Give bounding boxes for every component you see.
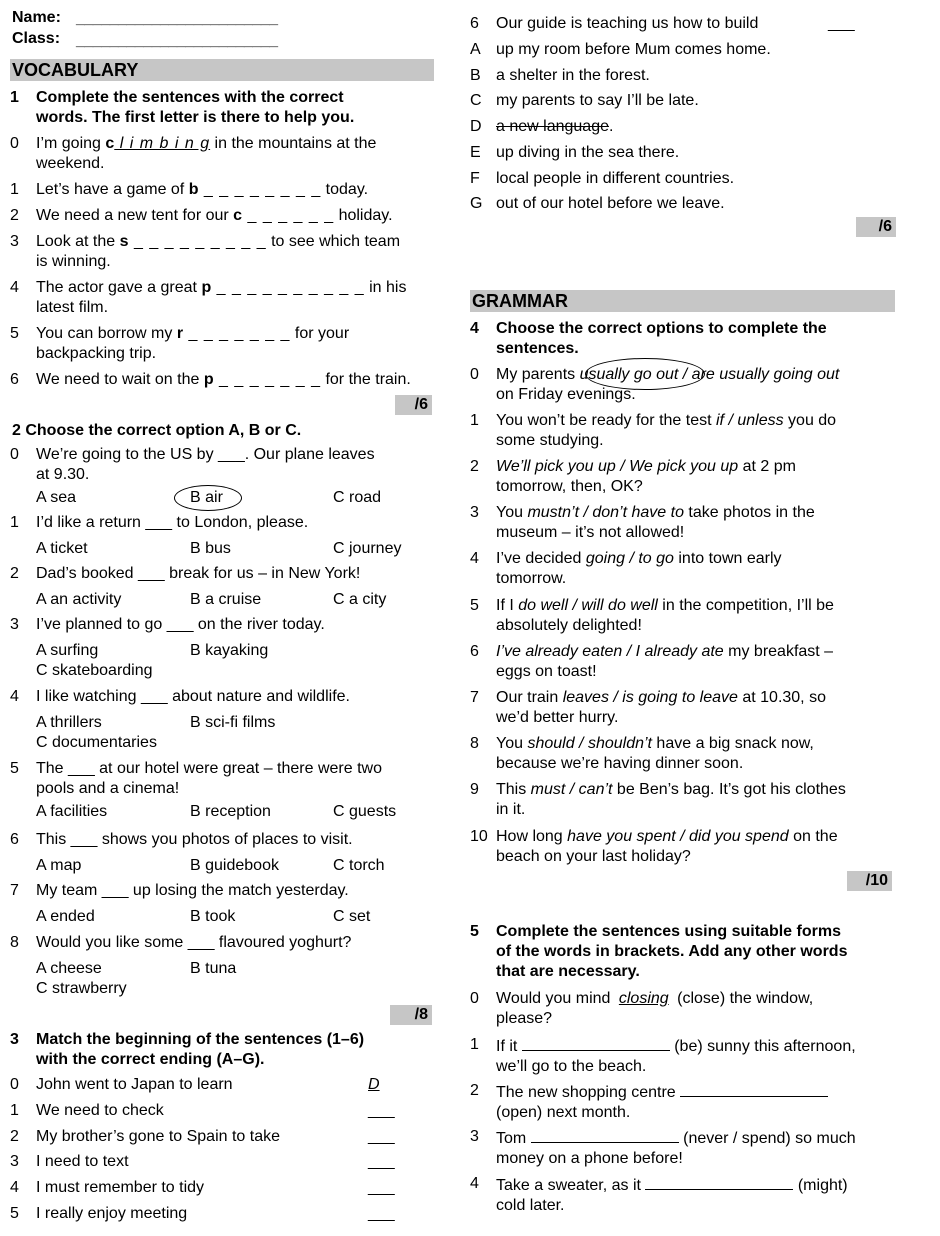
choice-options[interactable]: should / shouldn’t (527, 735, 652, 752)
answer-text: closing (618, 990, 669, 1007)
item-number: 9 (470, 781, 479, 798)
exercise-3-ending (470, 40, 896, 60)
option-c[interactable]: C road (333, 489, 382, 506)
item-number: 5 (10, 325, 19, 342)
ending-text: a new language. (496, 118, 614, 135)
ending-text: my parents to say I’ll be late. (496, 92, 699, 109)
exercise-1-score: /6 (395, 395, 432, 415)
item-text: I’ve decided going / to go into town early tomorrow. (496, 550, 782, 587)
exercise-4-item (470, 411, 896, 451)
exercise-3-item (10, 1204, 435, 1224)
option-a[interactable]: A ticket (36, 540, 88, 557)
answer-blank[interactable]: l i m b i n g (114, 135, 211, 152)
exercise-2-score: /8 (390, 1005, 432, 1025)
exercise-1-instructions: 1 Complete the sentences with the correct words. The first letter is there to help you. (10, 89, 355, 126)
first-letter: p (201, 279, 212, 296)
item-number: 3 (10, 616, 19, 633)
answer-slot[interactable]: ___ (368, 1153, 395, 1170)
item-number: 5 (470, 597, 479, 614)
choice-options[interactable]: do well / will do well (518, 597, 658, 614)
option-b[interactable]: B bus (190, 540, 231, 557)
exercise-3-ending (470, 117, 896, 137)
item-text: I need to text (36, 1153, 129, 1170)
option-a[interactable]: A cheese (36, 960, 102, 977)
option-b[interactable]: B reception (190, 803, 271, 820)
first-letter: p (203, 371, 214, 388)
ending-letter: F (470, 170, 480, 187)
item-text: Let’s have a game of b _ _ _ _ _ _ _ _ today. (36, 181, 369, 198)
option-b[interactable]: B air (190, 489, 223, 506)
exercise-4-instructions: 4 Choose the correct options to complete the sentences. (470, 320, 827, 357)
exercise-4-item (470, 780, 896, 820)
option-a[interactable]: A ended (36, 908, 95, 925)
option-c[interactable]: C strawberry (36, 980, 127, 997)
answer-blank[interactable]: _ _ _ _ _ _ _ _ _ _ (211, 279, 365, 296)
answer-blank[interactable]: _ _ _ _ _ _ _ _ _ (128, 233, 267, 250)
ending-letter: D (470, 118, 482, 135)
option-c[interactable]: C set (333, 908, 371, 925)
option-a[interactable]: A sea (36, 489, 77, 506)
choice-options[interactable]: have you spent / did you spend (567, 828, 789, 845)
exercise-4-score: /10 (847, 871, 892, 891)
option-b[interactable]: B tuna (190, 960, 237, 977)
exercise-1-item (10, 232, 435, 272)
first-letter: r (176, 325, 184, 342)
item-text: I really enjoy meeting (36, 1205, 188, 1222)
choice-options[interactable]: if / unless (716, 412, 784, 429)
exercise-5-instructions: 5 Complete the sentences using suitable forms of the words in brackets. Add any other words that are necessary. (470, 923, 848, 980)
first-letter: c (233, 207, 243, 224)
item-number: 1 (470, 1036, 479, 1053)
ending-letter: C (470, 92, 482, 109)
item-number: 6 (470, 643, 479, 660)
item-number: 4 (470, 1175, 479, 1192)
option-a[interactable]: A facilities (36, 803, 108, 820)
item-number: 6 (10, 831, 19, 848)
answer-circle (174, 485, 242, 511)
exercise-1-item (10, 134, 435, 174)
item-text: My brother’s gone to Spain to take (36, 1128, 280, 1145)
choice-options[interactable]: I’ve already eaten / I already ate (496, 643, 724, 660)
option-c[interactable]: C skateboarding (36, 662, 153, 679)
exercise-3-ending (470, 66, 896, 86)
option-c[interactable]: C documentaries (36, 734, 157, 751)
exercise-3-item (10, 1152, 435, 1172)
exercise-4-item (470, 503, 896, 543)
ending-letter: E (470, 144, 481, 161)
first-letter: s (119, 233, 129, 250)
item-text: Tom (never / spend) so much money on a phone before! (496, 1127, 896, 1169)
item-text: Our guide is teaching us how to build (496, 15, 759, 32)
ending-letter: G (470, 195, 483, 212)
choice-options[interactable]: leaves / is going to leave (562, 689, 738, 706)
choice-options[interactable]: must / can’t (530, 781, 613, 798)
answer-slot[interactable]: ___ (368, 1128, 395, 1145)
option-b[interactable]: B guidebook (190, 857, 279, 874)
item-question: I like watching ___ about nature and wildlife. (36, 688, 350, 705)
item-number: 3 (470, 504, 479, 521)
ending-letter: A (470, 41, 481, 58)
item-text: My parents usually go out / are usually going out on Friday evenings. (496, 366, 840, 403)
item-number: 4 (10, 1179, 19, 1196)
exercise-3-ending (470, 169, 896, 189)
item-question: Dad’s booked ___ break for us – in New York! (36, 565, 361, 582)
item-question: Would you like some ___ flavoured yoghurt? (36, 934, 352, 951)
item-question: We’re going to the US by ___. Our plane leaves at 9.30. (36, 446, 375, 483)
item-number: 3 (10, 233, 19, 250)
answer-slot[interactable]: ___ (828, 15, 855, 32)
item-text: The new shopping centre (open) next month. (496, 1081, 896, 1123)
exercise-4-item (470, 688, 896, 728)
item-text: Our train leaves / is going to leave at 10.30, so we’d better hurry. (496, 689, 826, 726)
exercise-4-item (470, 734, 896, 774)
option-a[interactable]: A an activity (36, 591, 122, 608)
item-number: 0 (470, 366, 479, 383)
exercise-3-item (470, 14, 896, 34)
name-line[interactable]: ________________________ (76, 10, 278, 27)
item-number: 2 (10, 207, 19, 224)
exercise-1-item (10, 278, 435, 318)
item-text: I’ve already eaten / I already ate my breakfast – eggs on toast! (496, 643, 834, 680)
item-number: 8 (10, 934, 19, 951)
choice-options[interactable]: usually go out / are usually going out (579, 366, 840, 383)
answer-blank[interactable] (522, 1035, 670, 1051)
ending-text: a shelter in the forest. (496, 67, 650, 84)
answer-blank[interactable]: _ _ _ _ _ _ (242, 207, 335, 224)
item-number: 4 (10, 279, 19, 296)
exercise-4-item (470, 457, 896, 497)
item-number: 2 (470, 1082, 479, 1099)
answer-blank[interactable]: _ _ _ _ _ _ _ (213, 371, 321, 388)
item-question: I’ve planned to go ___ on the river today. (36, 616, 325, 633)
item-number: 7 (10, 882, 19, 899)
option-c[interactable]: C a city (333, 591, 387, 608)
exercise-4-item (470, 596, 896, 636)
item-number: 0 (10, 1076, 19, 1093)
exercise-3-instructions: 3 Match the beginning of the sentences (1–6) with the correct ending (A–G). (10, 1031, 365, 1068)
exercise-4-item (470, 365, 896, 405)
exercise-5-item (470, 1081, 896, 1121)
item-number: 0 (10, 135, 19, 152)
vocabulary-heading: VOCABULARY (10, 59, 434, 81)
class-label: Class: (12, 30, 61, 47)
item-text: We need to wait on the p _ _ _ _ _ _ _ for the train. (36, 371, 411, 388)
exercise-3-item (10, 1178, 435, 1198)
item-text: This must / can’t be Ben’s bag. It’s got his clothes in it. (496, 781, 846, 818)
item-number: 1 (470, 412, 479, 429)
answer-circle (585, 358, 705, 390)
exercise-1-item (10, 324, 435, 364)
item-number: 3 (470, 1128, 479, 1145)
answer-blank[interactable] (680, 1081, 828, 1097)
item-text: I must remember to tidy (36, 1179, 205, 1196)
item-text: John went to Japan to learn (36, 1076, 233, 1093)
option-c[interactable]: C journey (333, 540, 402, 557)
option-c[interactable]: C torch (333, 857, 385, 874)
item-text: Would you mind closing (close) the window, please? (496, 990, 814, 1027)
option-a[interactable]: A map (36, 857, 82, 874)
item-number: 6 (470, 15, 479, 32)
exercise-4-item (470, 827, 896, 867)
exercise-2-instructions: 2 Choose the correct option A, B or C. (12, 422, 302, 439)
ending-text: local people in different countries. (496, 170, 735, 187)
option-a[interactable]: A surfing (36, 642, 99, 659)
answer-slot[interactable]: ___ (368, 1205, 395, 1222)
ending-letter: B (470, 67, 481, 84)
ending-text: up diving in the sea there. (496, 144, 680, 161)
choice-options[interactable]: We’ll pick you up / We pick you up (496, 458, 739, 475)
ending-text: out of our hotel before we leave. (496, 195, 725, 212)
item-number: 5 (10, 760, 19, 777)
exercise-4-item (470, 642, 896, 682)
first-letter: b (188, 181, 199, 198)
option-b[interactable]: B a cruise (190, 591, 262, 608)
item-number: 7 (470, 689, 479, 706)
item-number: 1 (10, 1102, 19, 1119)
choice-options[interactable]: mustn’t / don’t have to (527, 504, 684, 521)
answer-blank[interactable]: _ _ _ _ _ _ _ _ (198, 181, 322, 198)
item-text: You won’t be ready for the test if / unless you do some studying. (496, 412, 837, 449)
exercise-3-item (10, 1101, 435, 1121)
option-a[interactable]: A thrillers (36, 714, 102, 731)
item-question: The ___ at our hotel were great – there were two pools and a cinema! (36, 760, 382, 797)
grammar-heading: GRAMMAR (470, 290, 895, 312)
item-text: You mustn’t / don’t have to take photos in the museum – it’s not allowed! (496, 504, 815, 541)
exercise-3-item (10, 1127, 435, 1147)
item-number: 2 (10, 1128, 19, 1145)
answer-slot[interactable]: ___ (368, 1179, 395, 1196)
item-question: This ___ shows you photos of places to visit. (36, 831, 353, 848)
item-number: 10 (470, 828, 488, 845)
item-text: If it (be) sunny this afternoon, we’ll go to the beach. (496, 1035, 896, 1077)
item-text: You should / shouldn’t have a big snack now, because we’re having dinner soon. (496, 735, 814, 772)
exercise-3-ending (470, 143, 896, 163)
item-question: My team ___ up losing the match yesterday. (36, 882, 349, 899)
item-question: I’d like a return ___ to London, please. (36, 514, 309, 531)
item-number: 0 (10, 446, 19, 463)
item-text: The actor gave a great p _ _ _ _ _ _ _ _ _ _ in his latest film. (36, 279, 407, 316)
exercise-5-item (470, 1127, 896, 1167)
exercise-5-item (470, 1035, 896, 1075)
exercise-3-score: /6 (856, 217, 896, 237)
ending-text: up my room before Mum comes home. (496, 41, 771, 58)
item-number: 5 (10, 1205, 19, 1222)
exercise-5-item (470, 1174, 896, 1214)
answer-slot[interactable]: ___ (368, 1102, 395, 1119)
item-number: 3 (10, 1153, 19, 1170)
class-line[interactable]: ________________________ (76, 32, 278, 49)
exercise-1-item (10, 370, 435, 410)
item-number: 1 (10, 181, 19, 198)
exercise-3-item (10, 1075, 435, 1095)
item-text: We need a new tent for our c _ _ _ _ _ _ holiday. (36, 207, 393, 224)
answer-blank[interactable]: _ _ _ _ _ _ _ (183, 325, 291, 342)
option-c[interactable]: C guests (333, 803, 397, 820)
item-text: I’m going c l i m b i n g in the mountains at the weekend. (36, 135, 377, 172)
item-text: We’ll pick you up / We pick you up at 2 pm tomorrow, then, OK? (496, 458, 796, 495)
item-text: We need to check (36, 1102, 164, 1119)
item-number: 2 (470, 458, 479, 475)
item-text: If I do well / will do well in the competition, I’ll be absolutely delighted! (496, 597, 834, 634)
name-label: Name: (12, 9, 61, 26)
item-text: Look at the s _ _ _ _ _ _ _ _ _ to see which team is winning. (36, 233, 401, 270)
exercise-5-item (470, 989, 896, 1029)
answer-blank[interactable] (645, 1174, 793, 1190)
choice-options[interactable]: going / to go (585, 550, 674, 567)
item-text: Take a sweater, as it (might) cold later. (496, 1174, 896, 1216)
option-b[interactable]: B sci-fi films (190, 714, 276, 731)
answer-slot[interactable]: D (368, 1076, 380, 1093)
exercise-3-ending (470, 91, 896, 111)
item-number: 2 (10, 565, 19, 582)
item-number: 8 (470, 735, 479, 752)
item-number: 0 (470, 990, 479, 1007)
item-number: 4 (10, 688, 19, 705)
item-text: How long have you spent / did you spend on the beach on your last holiday? (496, 828, 838, 865)
item-text: You can borrow my r _ _ _ _ _ _ _ for your backpacking trip. (36, 325, 350, 362)
item-number: 1 (10, 514, 19, 531)
item-number: 4 (470, 550, 479, 567)
exercise-3-ending (470, 194, 896, 214)
first-letter: c (105, 135, 115, 152)
answer-blank[interactable] (531, 1127, 679, 1143)
exercise-4-item (470, 549, 896, 589)
option-b[interactable]: B kayaking (190, 642, 269, 659)
option-b[interactable]: B took (190, 908, 236, 925)
item-number: 6 (10, 371, 19, 388)
